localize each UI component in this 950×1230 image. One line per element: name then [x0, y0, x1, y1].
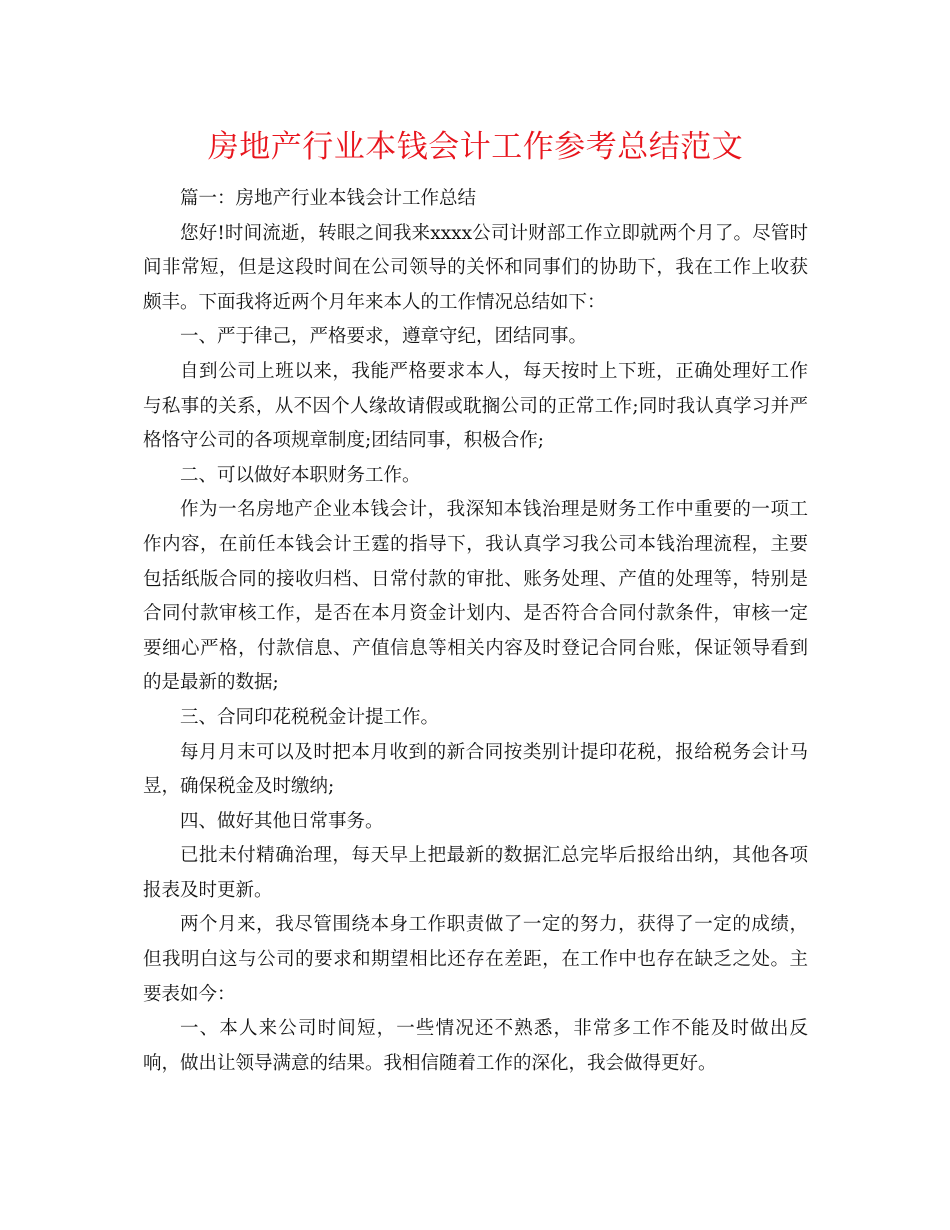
paragraph-point-2-body: 作为一名房地产企业本钱会计，我深知本钱治理是财务工作中重要的一项工作内容，在前任本钱会计王霆的指导下，我认真学习我公司本钱治理流程，主要包括纸版合同的接收归档、日常付款的审批、账务处理、产值的处理等，特别是合同付款审核工作，是否在本月资金计划内、是否符合合同付款条件，审核一定要细心严格，付款信息、产值信息等相关内容及时登记合同台账，保证领导看到的是最新的数据;	[143, 499, 808, 694]
paragraph-point-3-body: 每月月末可以及时把本月收到的新合同按类别计提印花税，报给税务会计马昱，确保税金及时缴纳;	[143, 741, 808, 798]
paragraph-shortcoming-1: 一、本人来公司时间短，一些情况还不熟悉，非常多工作不能及时做出反响，做出让领导满意的结果。我相信随着工作的深化，我会做得更好。	[143, 1018, 808, 1074]
paragraph-summary: 两个月来，我尽管围绕本身工作职责做了一定的努力，获得了一定的成绩，但我明白这与公司的要求和期望相比还存在差距，在工作中也存在缺乏之处。主要表如今：	[143, 914, 808, 1005]
paragraph-point-2-heading: 二、可以做好本职财务工作。	[180, 464, 421, 486]
document-page	[143, 118, 808, 1081]
paragraph-intro: 您好!时间流逝，转眼之间我来xxxx公司计财部工作立即就两个月了。尽管时间非常短，但是这段时间在公司领导的关怀和同事们的协助下，我在工作上收获颇丰。下面我将近两个月年来本人的工作情况总结如下：	[143, 222, 808, 313]
paragraph-point-4-body: 已批未付精确治理，每天早上把最新的数据汇总完毕后报给出纳，其他各项报表及时更新。	[143, 845, 808, 901]
paragraph-point-4-heading: 四、做好其他日常事务。	[180, 810, 384, 832]
paragraph-point-3-heading: 三、合同印花税税金计提工作。	[180, 706, 440, 728]
paragraph-point-1-body: 自到公司上班以来，我能严格要求本人，每天按时上下班，正确处理好工作与私事的关系，从不因个人缘故请假或耽搁公司的正常工作;同时我认真学习并严格恪守公司的各项规章制度;团结同事，积极合作;	[143, 360, 808, 452]
paragraph-point-1-heading: 一、严于律己，严格要求，遵章守纪，团结同事。	[180, 326, 588, 348]
document-title: 房地产行业本钱会计工作参考总结范文	[207, 129, 744, 165]
paragraph-section-heading: 篇一：房地产行业本钱会计工作总结	[180, 188, 477, 209]
